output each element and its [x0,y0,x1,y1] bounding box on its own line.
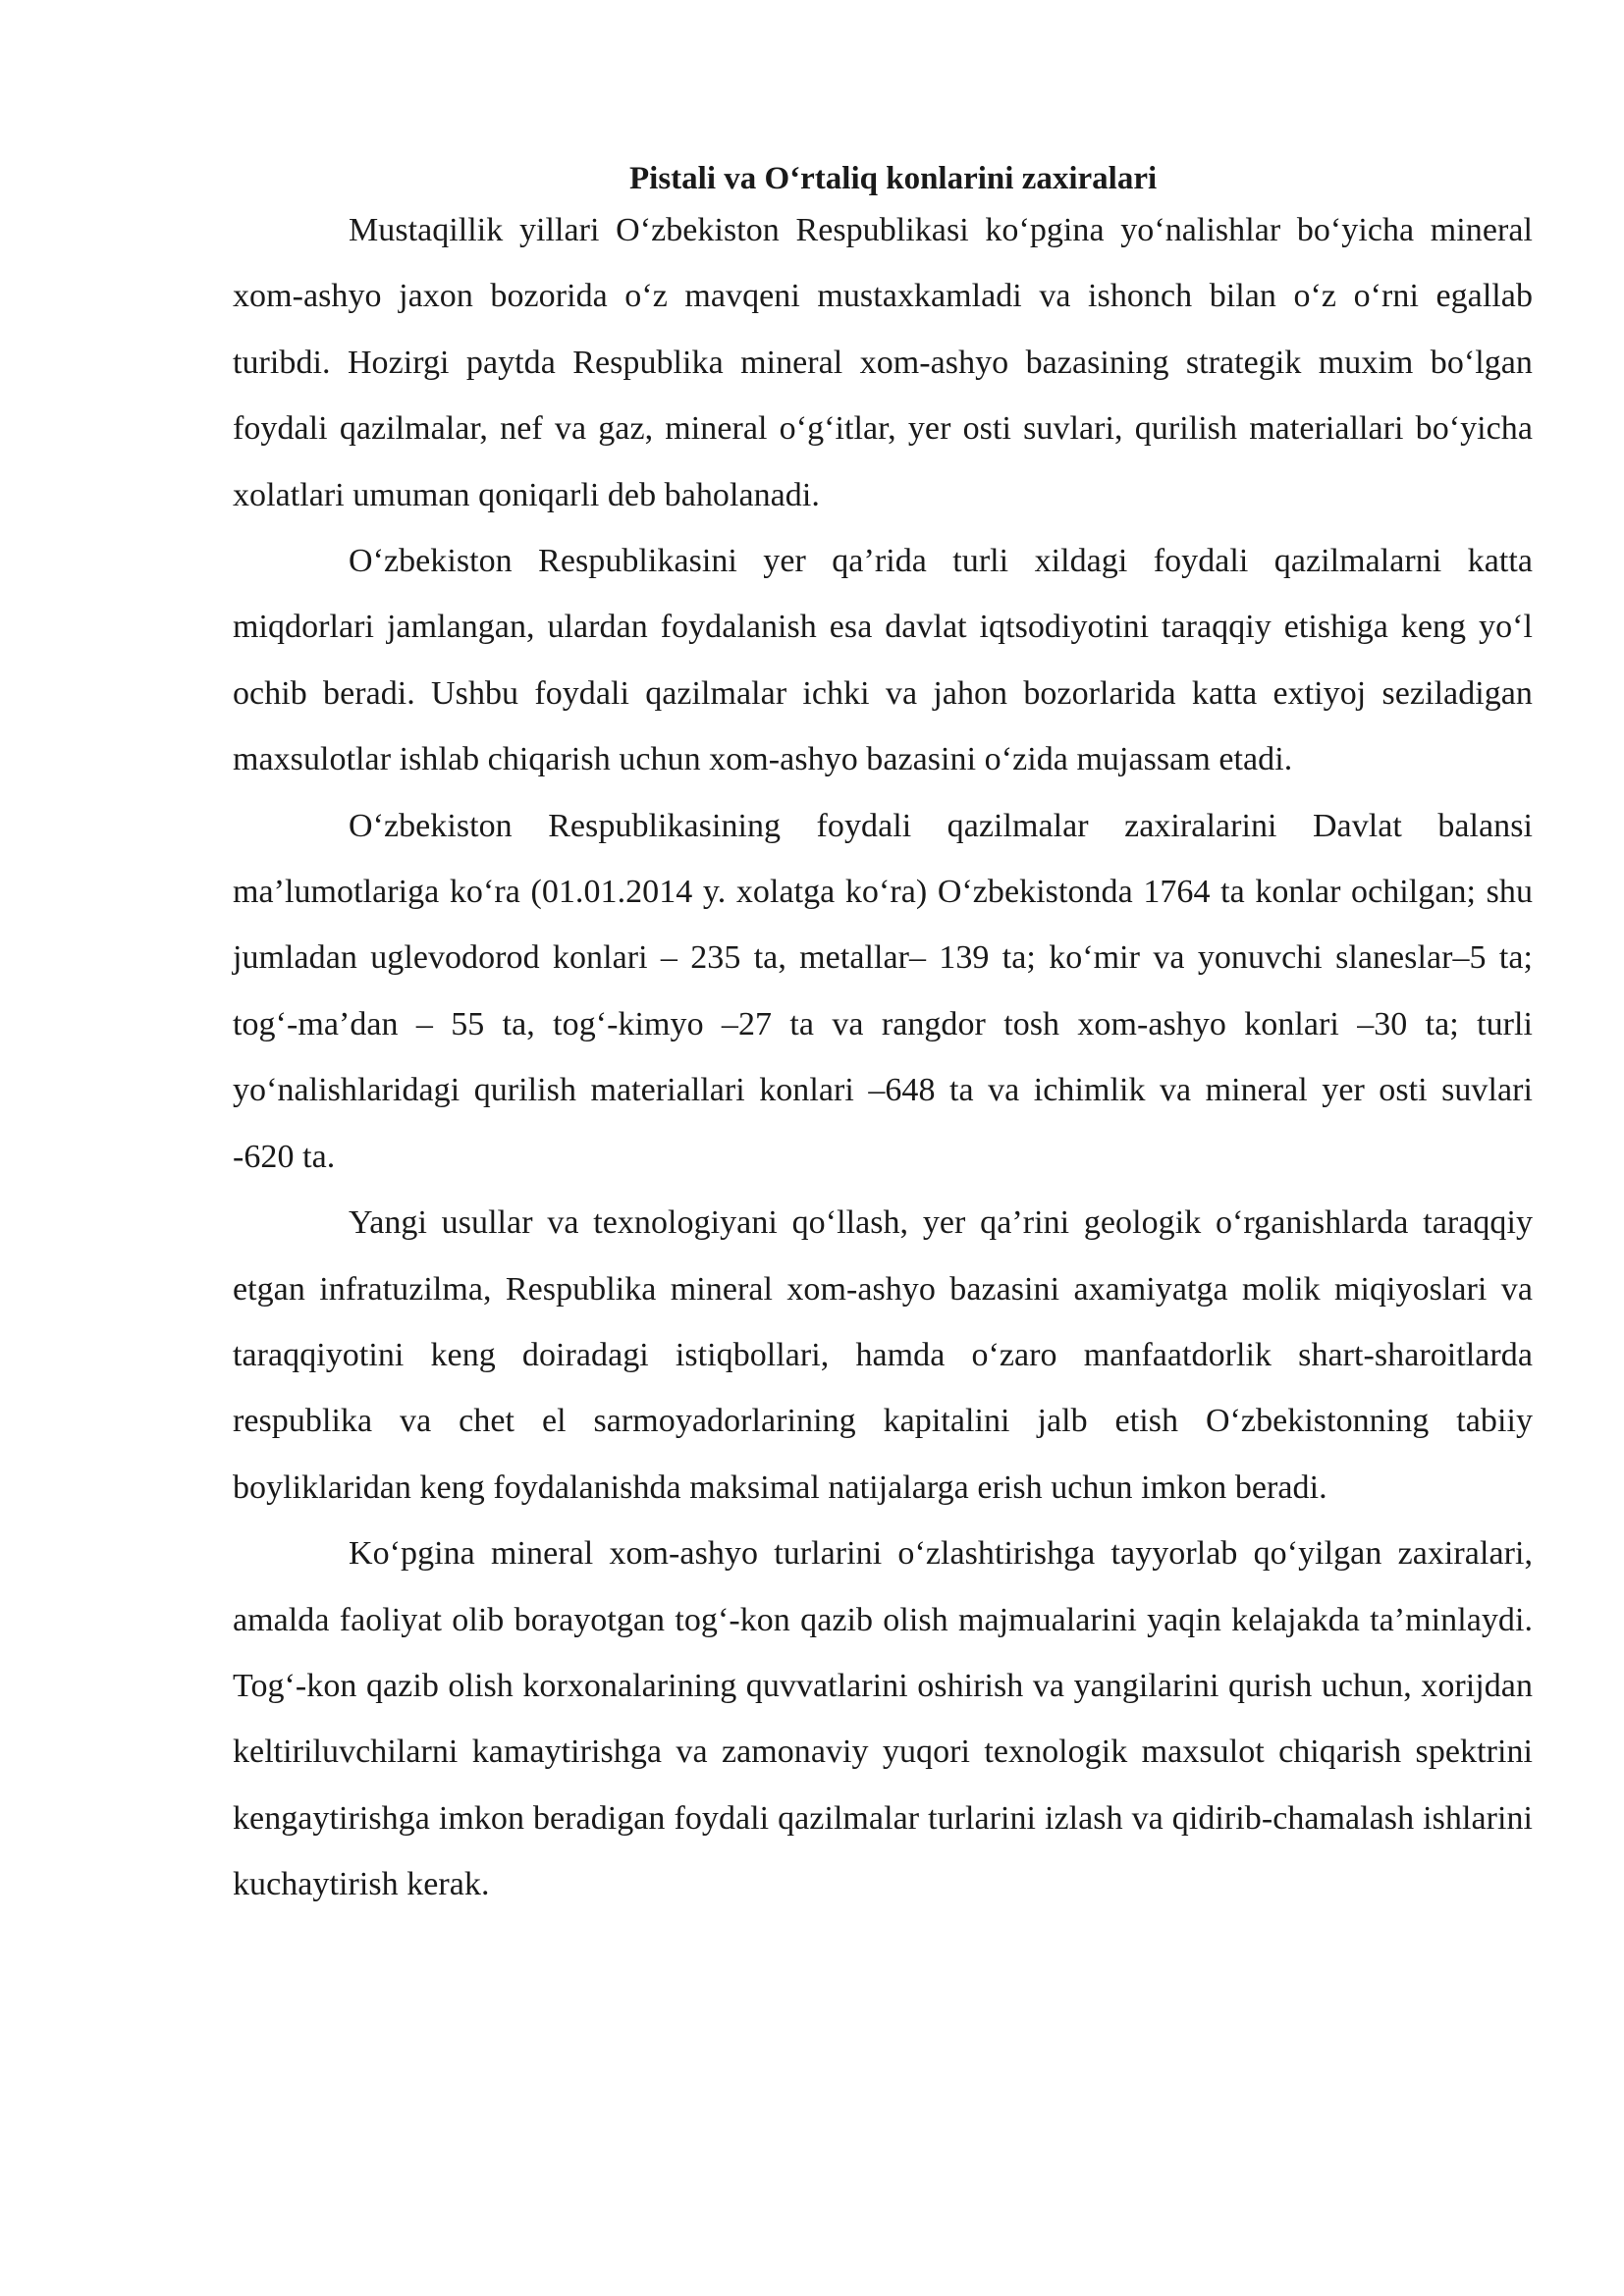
paragraph-2: O‘zbekiston Respublikasini yer qa’rida turli xildagi foydali qazilmalarni katta miqdorlari jamlangan, ulardan foydalanish esa davlat iqtsodiyotini taraqqiy etishiga keng yo‘l ochib beradi. Ushbu foydali qazilmalar ichki va jahon bozorlarida katta extiyoj seziladigan maxsulotlar ishlab chiqarish uchun xom-ashyo bazasini o‘zida mujassam etadi. [233,543,1533,778]
paragraph-4: Yangi usullar va texnologiyani qo‘llash, yer qa’rini geologik o‘rganishlarda taraqqiy etgan infratuzilma, Respublika mineral xom-ashyo bazasini axamiyatga molik miqiyoslari va taraqqiyotini keng doiradagi istiqbollari, hamda o‘zaro manfaatdorlik shart-sharoitlarda respublika va chet el sarmoyadorlarining kapitalini jalb etish O‘zbekistonning tabiiy boyliklaridan keng foydalanishda maksimal natijalarga erish uchun imkon beradi. [233,1204,1533,1506]
title-block [233,152,1533,197]
document-body [233,197,1533,1918]
paragraph-3: O‘zbekiston Respublikasining foydali qazilmalar zaxiralarini Davlat balansi ma’lumotlariga ko‘ra (01.01.2014 y. xolatga ko‘ra) O‘zbekistonda 1764 ta konlar ochilgan; shu jumladan uglevodorod konlari – 235 ta, metallar– 139 ta; ko‘mir va yonuvchi slaneslar–5 ta; tog‘-ma’dan – 55 ta, tog‘-kimyo –27 ta va rangdor tosh xom-ashyo konlari –30 ta; turli yo‘nalishlaridagi qurilish materiallari konlari –648 ta va ichimlik va mineral yer osti suvlari -620 ta. [233,807,1533,1175]
document-title: Pistali va O‘rtaliq konlarini zaxiralari [629,161,1158,196]
paragraph-1: Mustaqillik yillari O‘zbekiston Respublikasi ko‘pgina yo‘nalishlar bo‘yicha mineral xom-ashyo jaxon bozorida o‘z mavqeni mustaxkamladi va ishonch bilan o‘z o‘rni egallab turibdi. Hozirgi paytda Respublika mineral xom-ashyo bazasining strategik muxim bo‘lgan foydali qazilmalar, nef va gaz, mineral o‘g‘itlar, yer osti suvlari, qurilish materiallari bo‘yicha xolatlari umuman qoniqarli deb baholanadi. [233,212,1533,513]
document-content [233,152,1533,1918]
paragraph-5: Ko‘pgina mineral xom-ashyo turlarini o‘zlashtirishga tayyorlab qo‘yilgan zaxiralari, amalda faoliyat olib borayotgan tog‘-kon qazib olish majmualarini yaqin kelajakda ta’minlaydi. Tog‘-kon qazib olish korxonalarining quvvatlarini oshirish va yangilarini qurish uchun, xorijdan keltiriluvchilarni kamaytirishga va zamonaviy yuqori texnologik maxsulot chiqarish spektrini kengaytirishga imkon beradigan foydali qazilmalar turlarini izlash va qidirib-chamalash ishlarini kuchaytirish kerak. [233,1535,1533,1903]
